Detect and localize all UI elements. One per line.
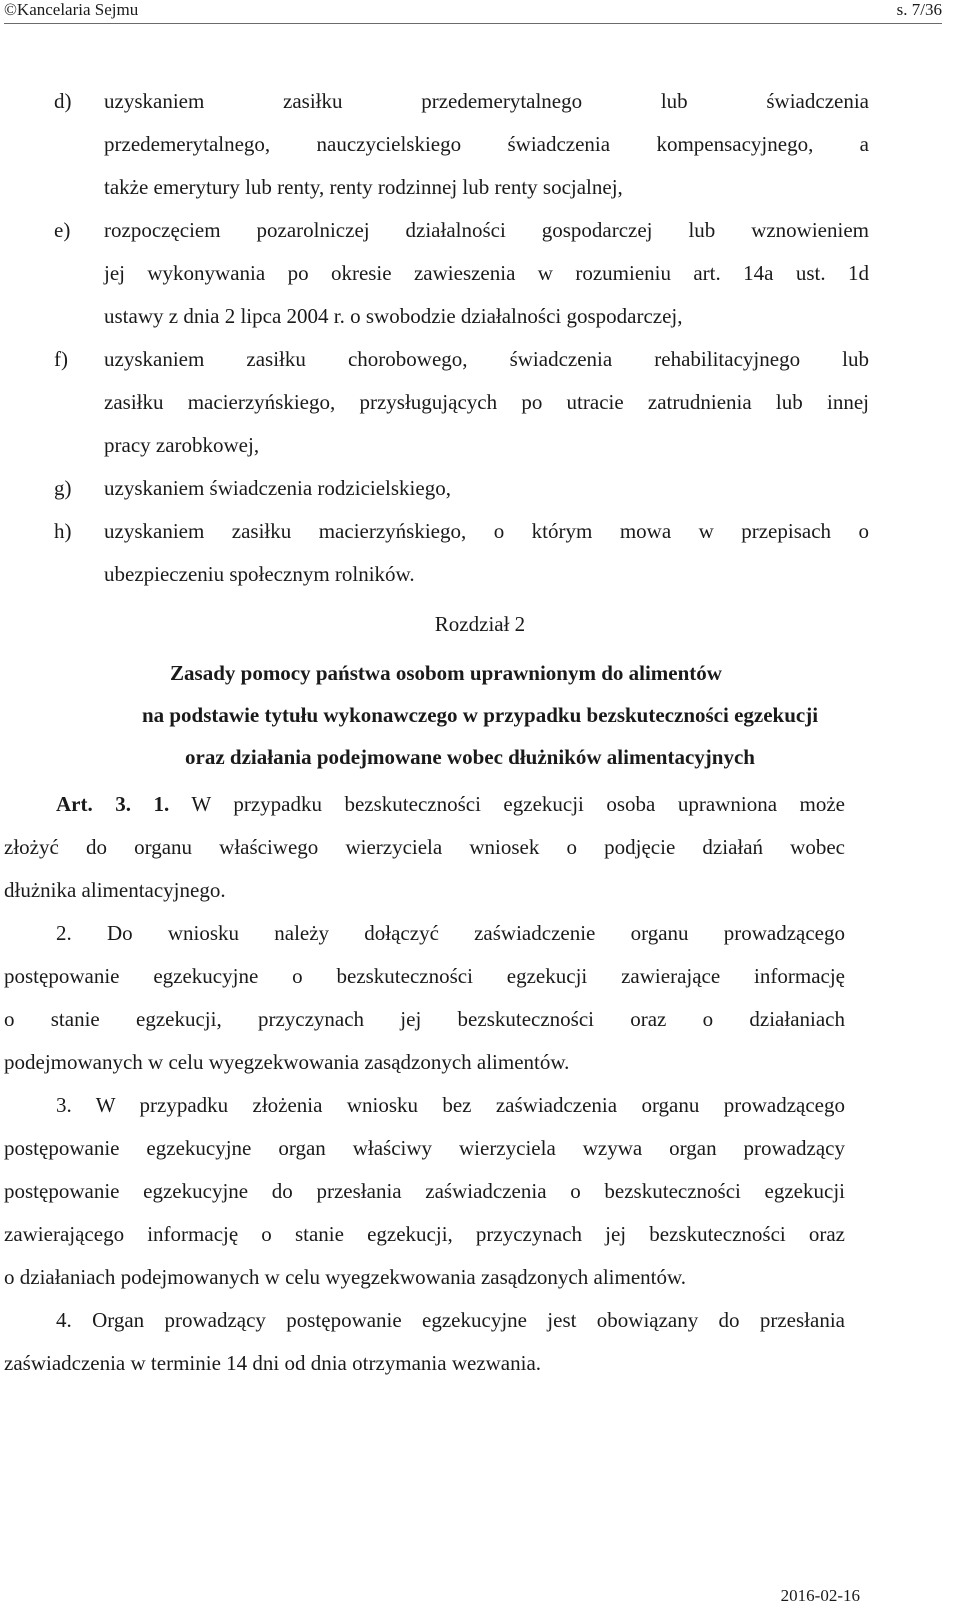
footer-date: 2016-02-16 xyxy=(780,1586,860,1605)
header-page-number: s. 7/36 xyxy=(896,0,942,19)
list-item xyxy=(0,467,869,510)
paragraph-line: zaświadczenia w terminie 14 dni od dnia otrzymania wezwania. xyxy=(4,1351,542,1375)
article-paragraph xyxy=(0,783,845,912)
list-line: uzyskaniem zasiłku przedemerytalnego lub świadczenia xyxy=(104,89,869,113)
paragraph-line: postępowanie egzekucyjne do przesłania zaświadczenia o bezskuteczności egzekucji xyxy=(4,1179,845,1203)
paragraph-line: podejmowanych w celu wyegzekwowania zasądzonych alimentów. xyxy=(4,1050,570,1074)
list-line: zasiłku macierzyńskiego, przysługujących po utracie zatrudnienia lub innej xyxy=(104,390,869,414)
paragraph-line: zawierającego informację o stanie egzekucji, przyczynach jej bezskuteczności oraz xyxy=(4,1222,845,1246)
chapter-heading: Rozdział 2 xyxy=(434,612,526,636)
paragraph-line: 2. Do wniosku należy dołączyć zaświadczenie organu prowadzącego xyxy=(56,921,845,945)
list-item xyxy=(0,338,869,467)
list-line: pracy zarobkowej, xyxy=(104,433,260,457)
article-paragraph xyxy=(0,912,845,1084)
chapter-title-line: oraz działania podejmowane wobec dłużników alimentacyjnych xyxy=(185,745,755,769)
list-line: także emerytury lub renty, renty rodzinnej lub renty socjalnej, xyxy=(104,175,623,199)
list-line: uzyskaniem zasiłku chorobowego, świadczenia rehabilitacyjnego lub xyxy=(104,347,869,371)
paragraph-line: złożyć do organu właściwego wierzyciela wniosek o podjęcie działań wobec xyxy=(4,835,845,859)
document-body xyxy=(0,80,960,1385)
paragraph-line: postępowanie egzekucyjne o bezskuteczności egzekucji zawierające informację xyxy=(4,964,845,988)
paragraph-line xyxy=(4,783,845,826)
list-line: rozpoczęciem pozarolniczej działalności gospodarczej lub wznowieniem xyxy=(104,218,869,242)
header-rule xyxy=(4,23,942,24)
article-paragraph xyxy=(0,1299,845,1385)
list-line: uzyskaniem świadczenia rodzicielskiego, xyxy=(104,476,451,500)
list-marker: d) xyxy=(54,89,72,113)
paragraph-line: o stanie egzekucji, przyczynach jej bezskuteczności oraz o działaniach xyxy=(4,1007,845,1031)
chapter-title-line: na podstawie tytułu wykonawczego w przypadku bezskuteczności egzekucji xyxy=(141,703,819,727)
paragraph-line: postępowanie egzekucyjne organ właściwy wierzyciela wzywa organ prowadzący xyxy=(4,1136,845,1160)
list-line: przedemerytalnego, nauczycielskiego świadczenia kompensacyjnego, a xyxy=(104,132,869,156)
chapter-title xyxy=(0,652,960,778)
paragraph-line: dłużnika alimentacyjnego. xyxy=(4,878,226,902)
article-label: Art. 3. 1. xyxy=(56,792,170,816)
list-line: ustawy z dnia 2 lipca 2004 r. o swobodzie działalności gospodarczej, xyxy=(104,304,683,328)
paragraph-line: 3. W przypadku złożenia wniosku bez zaświadczenia organu prowadzącego xyxy=(56,1093,845,1117)
list-item xyxy=(0,209,869,338)
list-line: uzyskaniem zasiłku macierzyńskiego, o którym mowa w przepisach o xyxy=(104,519,869,543)
paragraph-line: o działaniach podejmowanych w celu wyegzekwowania zasądzonych alimentów. xyxy=(4,1265,687,1289)
list-marker: h) xyxy=(54,519,72,543)
paragraph-line: 4. Organ prowadzący postępowanie egzekucyjne jest obowiązany do przesłania xyxy=(56,1308,845,1332)
list-marker: e) xyxy=(54,218,71,242)
list-item xyxy=(0,80,869,209)
header-publisher: ©Kancelaria Sejmu xyxy=(4,0,139,19)
list-marker: f) xyxy=(54,347,68,371)
article-paragraph xyxy=(0,1084,845,1299)
list-marker: g) xyxy=(54,476,72,500)
list-item xyxy=(0,510,869,596)
paragraph-text: W przypadku bezskuteczności egzekucji osoba uprawniona może xyxy=(191,792,846,816)
list-line: jej wykonywania po okresie zawieszenia w rozumieniu art. 14a ust. 1d xyxy=(104,261,869,285)
chapter-title-line: Zasady pomocy państwa osobom uprawnionym do alimentów xyxy=(170,661,722,685)
list-line: ubezpieczeniu społecznym rolników. xyxy=(104,562,415,586)
